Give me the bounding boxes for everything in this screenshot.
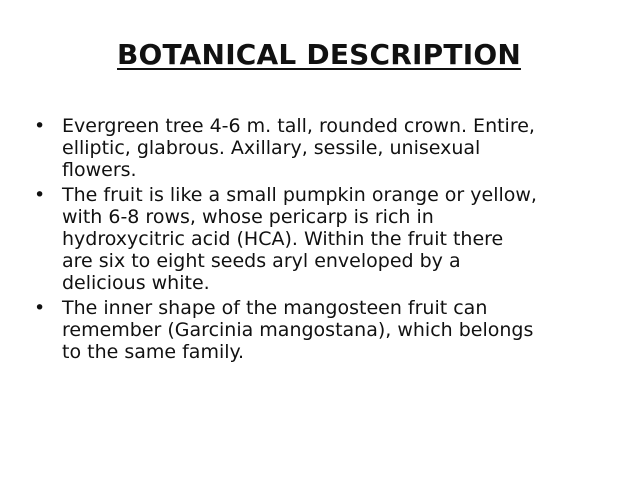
bullet-item: [32, 115, 612, 181]
bullet-text-line: to the same family.: [62, 341, 245, 363]
bullet-item: [32, 297, 612, 363]
bullet-text-line: delicious white.: [62, 272, 210, 294]
bullet-text-line: The inner shape of the mangosteen fruit can: [62, 297, 488, 319]
bullet-text-line: flowers.: [62, 159, 137, 181]
bullet-text-line: elliptic, glabrous. Axillary, sessile, unisexual: [62, 137, 481, 159]
bullet-item: [32, 184, 612, 294]
bullet-text-line: are six to eight seeds aryl enveloped by a: [62, 250, 461, 272]
bullet-list: [32, 115, 612, 366]
bullet-point-icon: •: [34, 297, 46, 319]
bullet-text-line: Evergreen tree 4-6 m. tall, rounded crown. Entire,: [62, 115, 535, 137]
slide-title: BOTANICAL DESCRIPTION: [117, 38, 521, 71]
bullet-text-line: The fruit is like a small pumpkin orange or yellow,: [62, 184, 537, 206]
bullet-point-icon: •: [34, 115, 46, 137]
bullet-text-line: with 6-8 rows, whose pericarp is rich in: [62, 206, 434, 228]
bullet-point-icon: •: [34, 184, 46, 206]
bullet-text-line: remember (Garcinia mangostana), which belongs: [62, 319, 534, 341]
bullet-text-line: hydroxycitric acid (HCA). Within the fruit there: [62, 228, 504, 250]
